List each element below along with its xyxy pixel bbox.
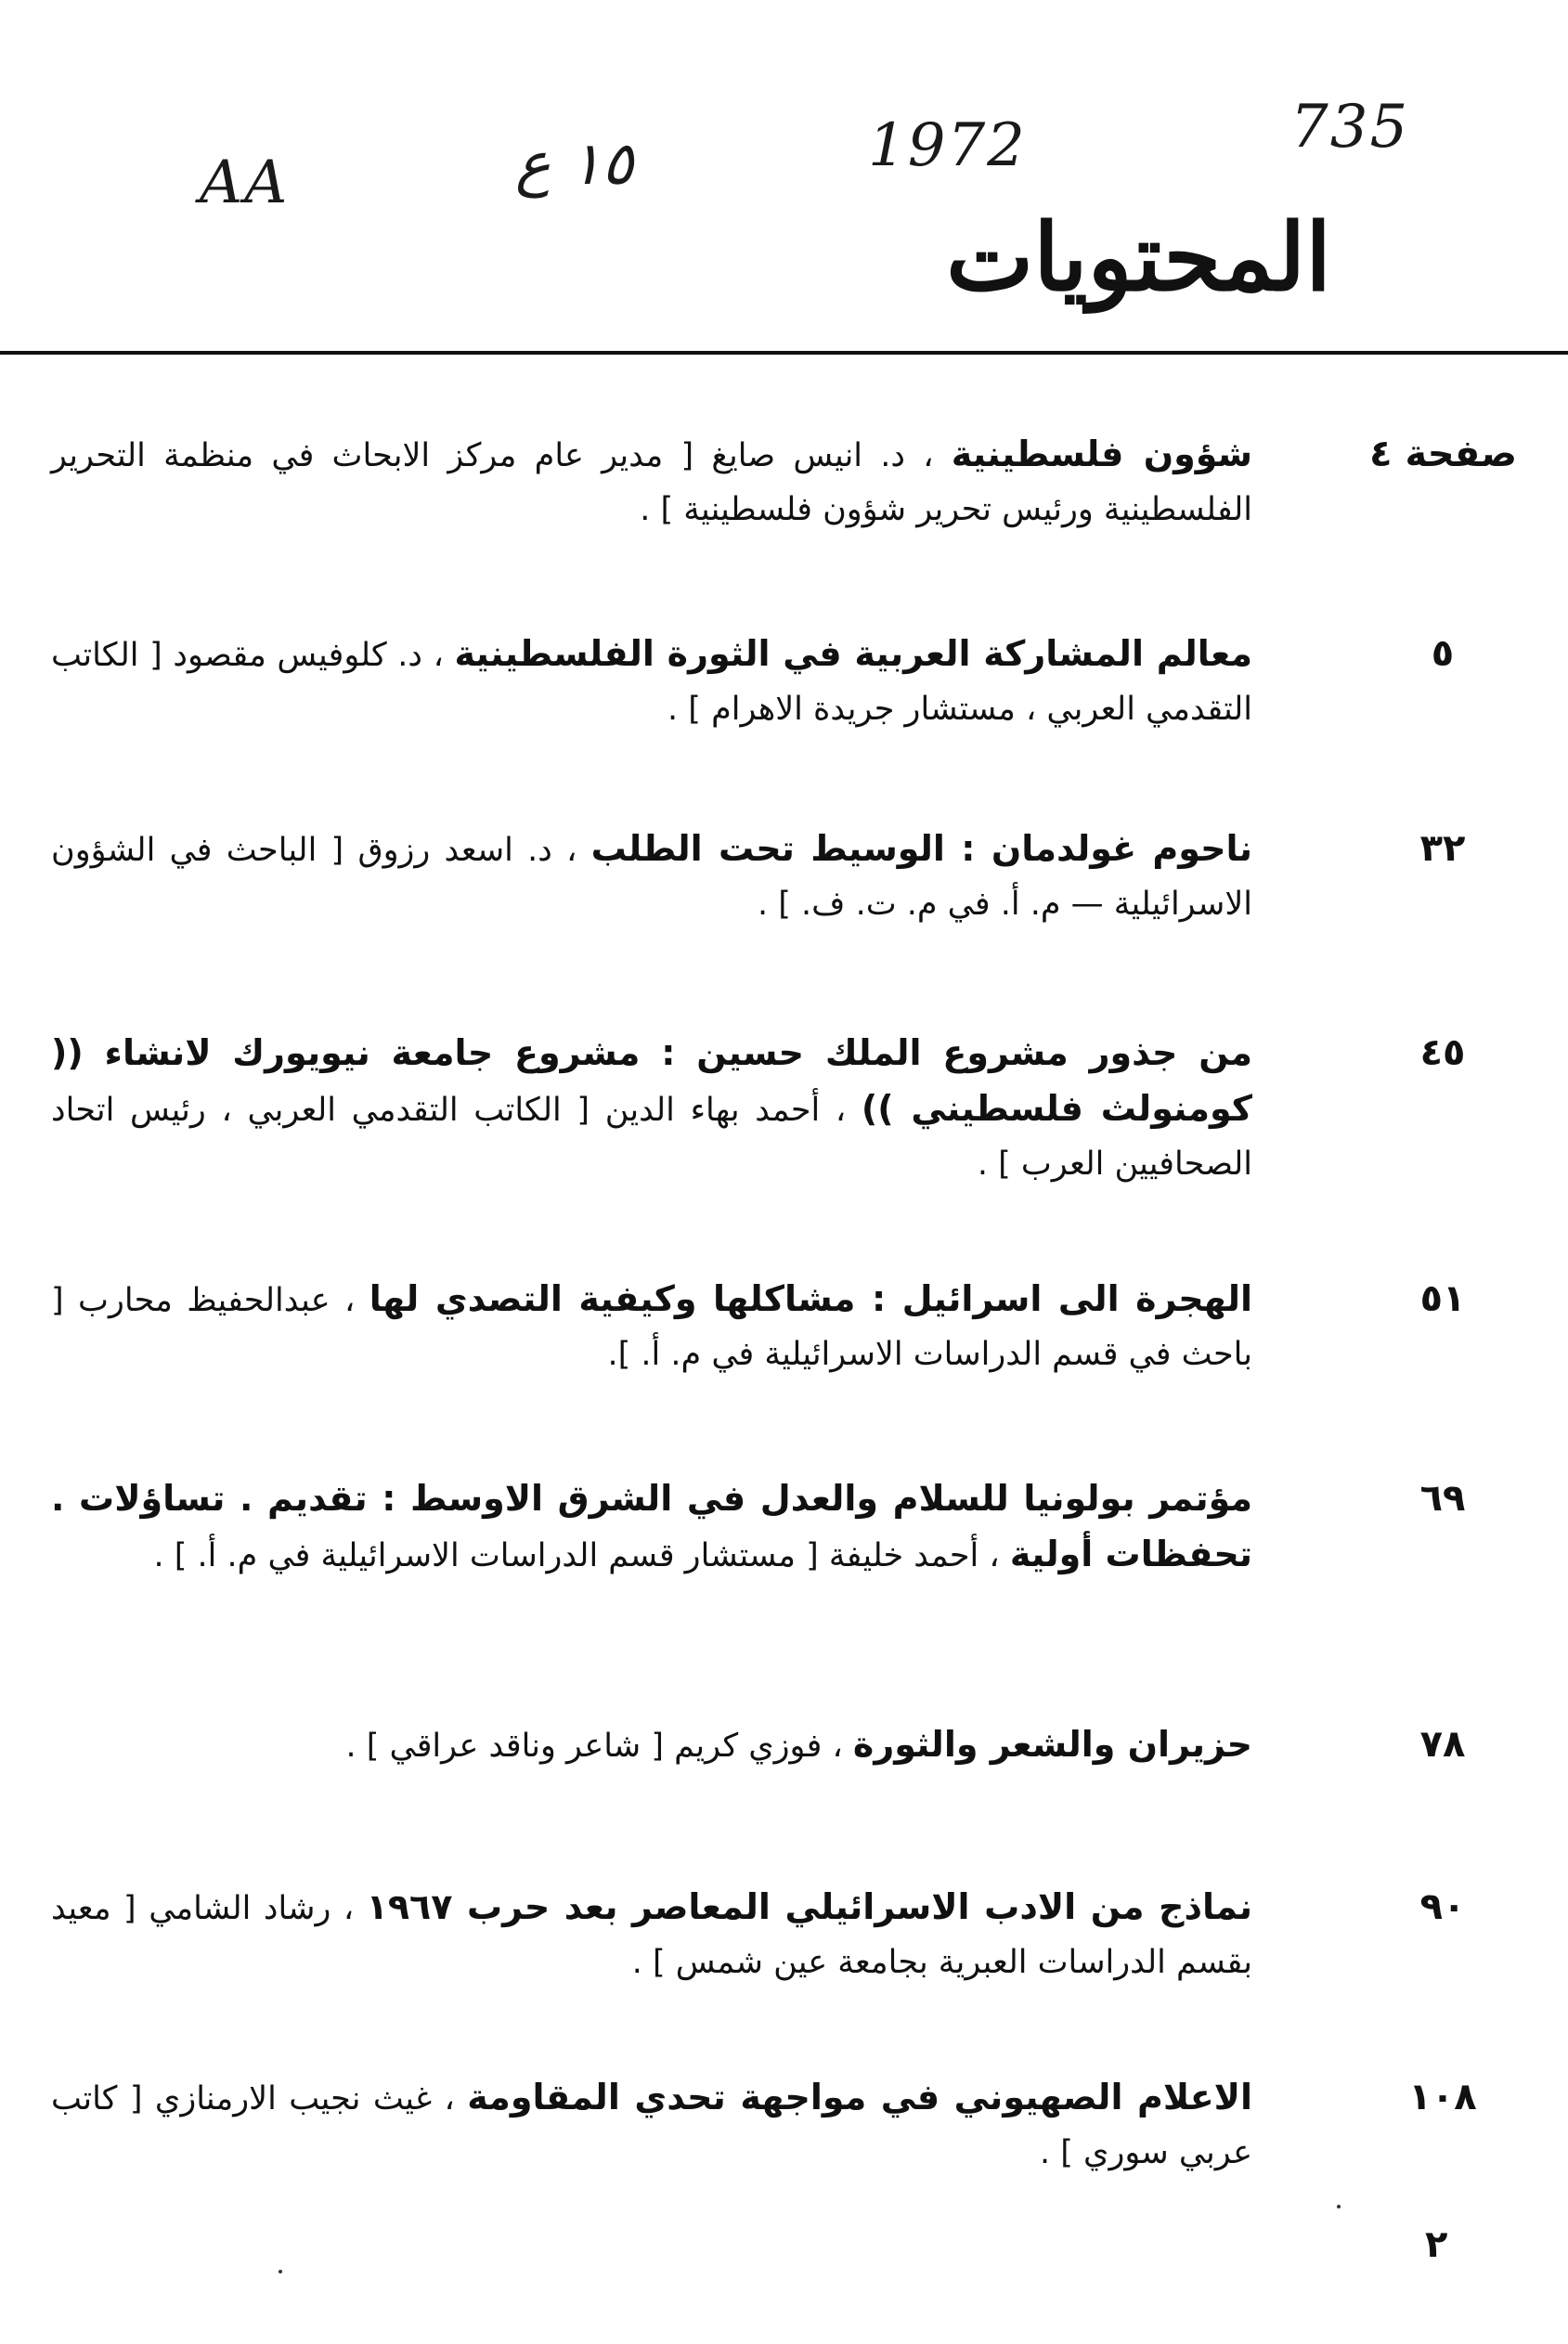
entry-title: نماذج من الادب الاسرائيلي المعاصر بعد حرب ١٩٦٧ [366, 1886, 1252, 1927]
entry-text [51, 822, 1252, 931]
entry-page-number: ٤٥ [1419, 1031, 1466, 1074]
entry-author: ، رشاد الشامي [ معيد بقسم الدراسات العبرية بجامعة عين شمس ] . [51, 1890, 1252, 1981]
entry-page-number: ١٠٨ [1408, 2076, 1477, 2118]
entry-page-number: صفحة ٤ [1369, 433, 1517, 475]
handwritten-year: 1972 [868, 111, 1027, 180]
entry-page-number: ٦٩ [1419, 1477, 1466, 1520]
entry-author: ، غيث نجيب الارمنازي [ كاتب عربي سوري ] . [51, 2080, 1252, 2171]
entry-text [51, 1717, 1252, 1773]
entry-title: حزيران والشعر والثورة [852, 1724, 1252, 1765]
entry-page-number: ٥ [1431, 632, 1455, 675]
scan-speck [1337, 2205, 1341, 2208]
entry-author: ، فوزي كريم [ شاعر وناقد عراقي ] . [345, 1728, 853, 1765]
entry-text [51, 1026, 1252, 1191]
entry-text [51, 427, 1252, 537]
entry-page-number: ٩٠ [1419, 1885, 1466, 1928]
entry-title: معالم المشاركة العربية في الثورة الفلسطينية [454, 633, 1253, 674]
page-title: المحتويات [946, 202, 1331, 312]
title-divider [0, 351, 1568, 355]
entry-text [51, 1471, 1252, 1583]
scan-speck [279, 2270, 282, 2273]
entry-text [51, 1880, 1252, 1989]
entry-text [51, 627, 1252, 736]
entry-page-number: ٧٨ [1419, 1723, 1466, 1766]
entry-text [51, 2070, 1252, 2180]
page-number: ٢ [1425, 2223, 1448, 2266]
entry-author: ، أحمد خليفة [ مستشار قسم الدراسات الاسرائيلية في م. أ. ] . [153, 1537, 1010, 1574]
entry-author: ، عبدالحفيظ محارب [ باحث في قسم الدراسات الاسرائيلية في م. أ. ]. [51, 1282, 1252, 1373]
entry-title: الاعلام الصهيوني في مواجهة تحدي المقاومة [467, 2077, 1252, 2117]
entry-author: ، أحمد بهاء الدين [ الكاتب التقدمي العربي ، رئيس اتحاد الصحافيين العرب ] . [51, 1092, 1252, 1183]
entry-title: ناحوم غولدمان : الوسيط تحت الطلب [590, 828, 1252, 869]
handwritten-issue: ١٥ ع [515, 130, 634, 199]
entry-author: ، د. كلوفيس مقصود [ الكاتب التقدمي العربي ، مستشار جريدة الاهرام ] . [51, 637, 1252, 728]
handwritten-code: AA [200, 149, 290, 217]
entry-page-number: ٣٢ [1419, 827, 1466, 870]
entry-title: شؤون فلسطينية [951, 434, 1252, 474]
entry-author: ، د. انيس صايغ [ مدير عام مركز الابحاث في منظمة التحرير الفلسطينية ورئيس تحرير شؤون فلسطينية ] . [51, 437, 1252, 528]
handwritten-number: 735 [1290, 93, 1410, 162]
entry-title: مؤتمر بولونيا للسلام والعدل في الشرق الاوسط : تقديم . تساؤلات . تحفظات أولية [51, 1478, 1252, 1574]
entry-page-number: ٥١ [1419, 1277, 1466, 1320]
entry-title: الهجرة الى اسرائيل : مشاكلها وكيفية التصدي لها [369, 1278, 1252, 1319]
entry-text [51, 1272, 1252, 1381]
entry-author: ، د. اسعد رزوق [ الباحث في الشؤون الاسرائيلية — م. أ. في م. ت. ف. ] . [51, 832, 1252, 923]
entry-title: من جذور مشروع الملك حسين : مشروع جامعة نيويورك لانشاء (( كومنولث فلسطيني )) [51, 1032, 1252, 1129]
